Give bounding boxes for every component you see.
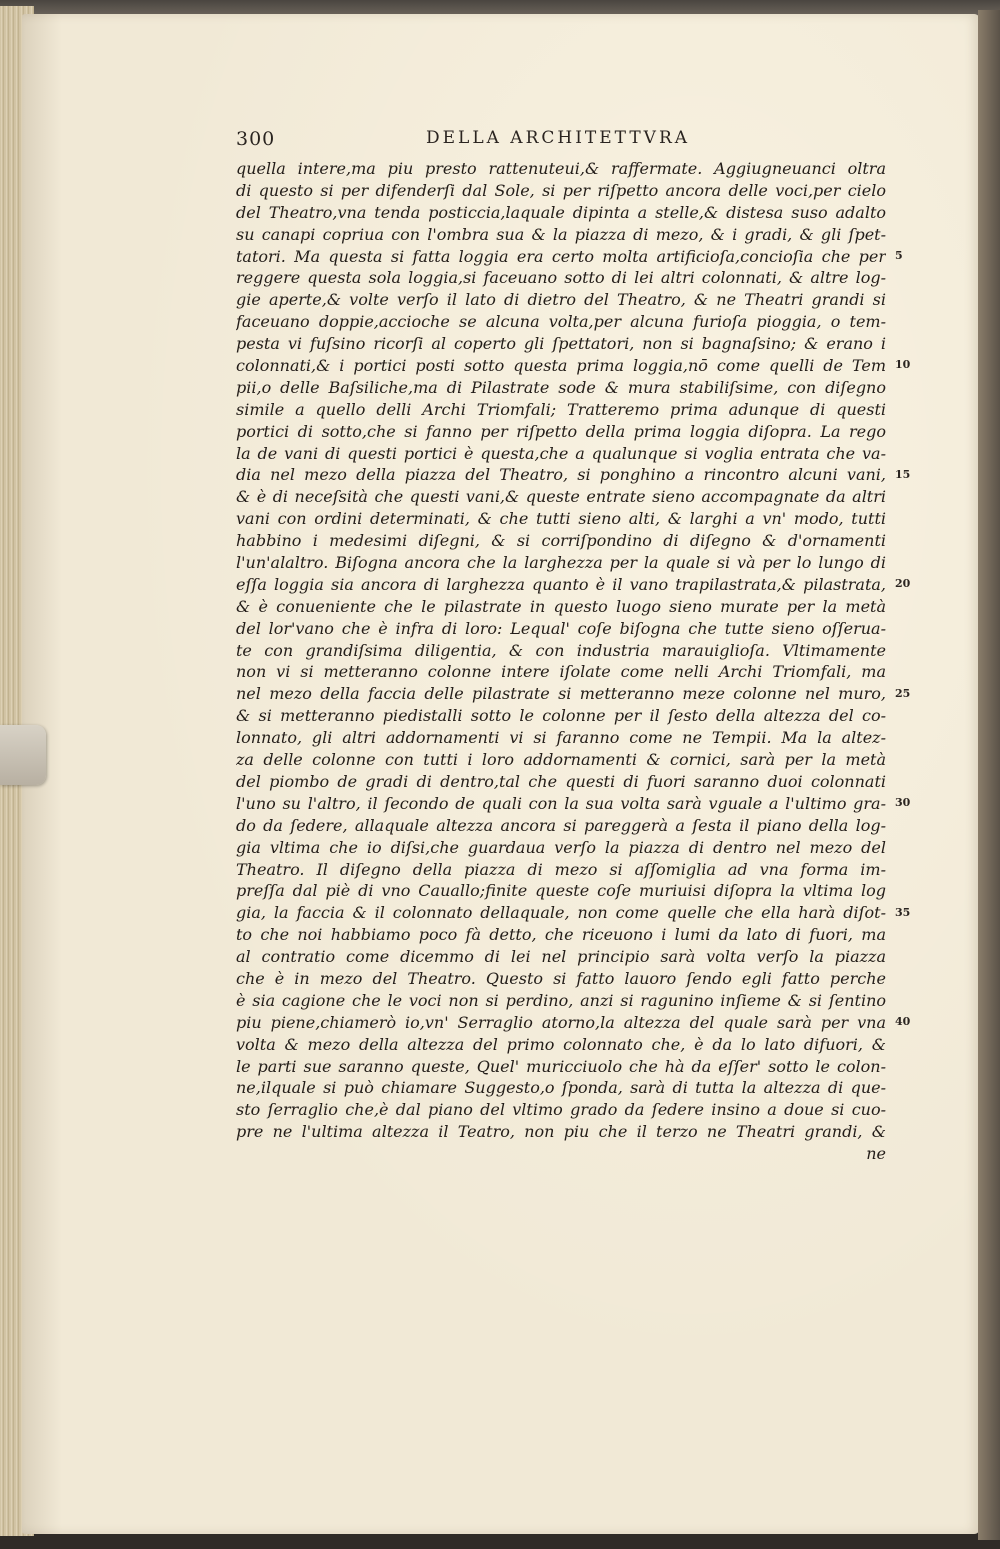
text-line: preſſa dal piè di vno Cauallo;finite queste coſe muriuisi diſopra la vltima log [236,881,886,901]
text-line: to che noi habbiamo poco fà detto, che riceuono i lumi da lato di fuori, ma [236,925,886,945]
text-line: al contratio come dicemmo di lei nel principio sarà volta verſo la piazza [236,947,886,967]
text-line: la de vani di questi portici è questa,che a qualunque si voglia entrata che va- [236,443,886,463]
text-line: vani con ordini determinati, & che tutti sieno alti, & larghi a vn' modo, tutti [236,509,886,529]
running-head: DELLA ARCHITETTVRA [426,128,691,148]
text-line: ne,ilquale si può chiamare Suggesto,o ſponda, sarà di tutta la altezza di que- [236,1078,886,1098]
text-line: eſſa loggia sia ancora di larghezza quanto è il vano trapilastrata,& pilastrata, [236,574,886,594]
text-line: portici di sotto,che si fanno per riſpetto della prima loggia diſopra. La rego [236,421,886,441]
text-line: gia, la faccia & il colonnato dellaquale, non come quelle che ella harà diſot- [236,903,886,923]
book-right-edge [978,10,1000,1540]
margin-line-number: 35 [895,905,911,919]
text-line: te con grandiſsima diligentia, & con industria marauiglioſa. Vltimamente [236,640,886,660]
text-line: gie aperte,& volte verſo il lato di dietro del Theatro, & ne Theatri grandi si [236,290,886,310]
margin-line-number: 30 [895,796,911,810]
text-line: pre ne l'ultima altezza il Teatro, non piu che il terzo ne Theatri grandi, & [236,1122,886,1142]
margin-line-number: 40 [895,1015,911,1029]
text-line: su canapi copriua con l'ombra sua & la piazza di mezo, & i gradi, & gli ſpet- [236,224,886,244]
text-line: nel mezo della faccia delle pilastrate si metteranno meze colonne nel muro, [236,684,886,704]
text-line: volta & mezo della altezza del primo colonnato che, è da lo lato difuori, & [236,1034,886,1054]
text-line: & si metteranno piedistalli sotto le colonne per il ſesto della altezza del co- [236,706,886,726]
page-header [236,128,896,158]
text-line: quella intere,ma piu presto rattenuteui,& raffermate. Aggiugneuanci oltra [236,159,886,178]
margin-line-number: 10 [895,358,911,372]
text-line: pesta vi fuſsino ricorſi al coperto gli ſpettatori, non si bagnaſsino; & erano i [236,334,886,354]
margin-line-number: 25 [895,686,911,700]
text-line: pii,o delle Baſsiliche,ma di Pilastrate sode & mura stabiliſsime, con diſegno [236,377,886,397]
text-line: dia nel mezo della piazza del Theatro, si ponghino a rincontro alcuni vani, [236,465,886,485]
margin-line-number: 5 [895,248,903,262]
text-line: di questo si per difenderſi dal Sole, si per riſpetto ancora delle voci,per cielo [236,180,886,200]
text-line: reggere questa sola loggia,si faceuano sotto di lei altri colonnati, & altre log- [236,268,886,288]
text-line: del lor'vano che è infra di loro: Lequal' coſe biſogna che tutte sieno oſſerua- [236,618,886,638]
page-marker-tab [0,725,46,785]
text-line: lonnato, gli altri addornamenti vi si faranno come ne Tempii. Ma la altez- [236,728,886,748]
text-line: & è di neceſsità che questi vani,& queste entrate sieno accompagnate da altri [236,487,886,507]
text-line: l'un'alaltro. Biſogna ancora che la larghezza per la quale si và per lo lungo di [236,553,886,573]
text-line: Theatro. Il diſegno della piazza di mezo si aſſomiglia ad vna forma im- [236,859,886,879]
text-line: del piombo de gradi di dentro,tal che questi di fuori saranno duoi colonnati [236,771,886,791]
text-line: colonnati,& i portici posti sotto questa prima loggia,nō come quelli de Tem [236,356,886,376]
margin-line-number: 20 [895,577,911,591]
text-line: gia vltima che io diſsi,che guardaua verſo la piazza di dentro nel mezo del [236,837,886,857]
text-line: che è in mezo del Theatro. Questo si fatto lauoro ſendo egli fatto perche [236,968,886,988]
text-line: non vi si metteranno colonne intere iſolate come nelli Archi Triomfali, ma [236,662,886,682]
text-line: do da ſedere, allaquale altezza ancora si pareggerà a ſesta il piano della log- [236,815,886,835]
body-text [236,158,886,1165]
text-line: piu piene,chiamerò io,vn' Serraglio atorno,la altezza del quale sarà per vna [236,1012,886,1032]
text-line: del Theatro,vna tenda posticcia,laquale dipinta a stelle,& distesa suso adalto [236,202,886,222]
folio-number: 300 [236,128,276,150]
text-line: tatori. Ma questa si fatta loggia era certo molta artificioſa,concioſia che per [236,246,886,266]
text-line: za delle colonne con tutti i loro addornamenti & cornici, sarà per la metà [236,750,886,770]
margin-line-number: 15 [895,467,911,481]
text-line: & è conueniente che le pilastrate in questo luogo sieno murate per la metà [236,596,886,616]
text-line: ne [866,1144,886,1164]
text-line: habbino i medesimi diſegni, & si corriſpondino di diſegno & d'ornamenti [236,531,886,551]
text-line: faceuano doppie,accioche se alcuna volta,per alcuna furioſa pioggia, o tem- [236,312,886,332]
text-line: le parti sue saranno queste, Quel' muricciuolo che hà da eſſer' sotto le colon- [236,1056,886,1076]
text-line: simile a quello delli Archi Triomfali; Tratteremo prima adunque di questi [236,399,886,419]
text-line: l'uno su l'altro, il ſecondo de quali con la sua volta sarà vguale a l'ultimo gra- [236,793,886,813]
text-line: è sia cagione che le voci non si perdino, anzi si ragunino inſieme & si ſentino [236,990,886,1010]
text-line: sto ſerraglio che,è dal piano del vltimo grado da ſedere insino a doue si cuo- [236,1100,886,1120]
